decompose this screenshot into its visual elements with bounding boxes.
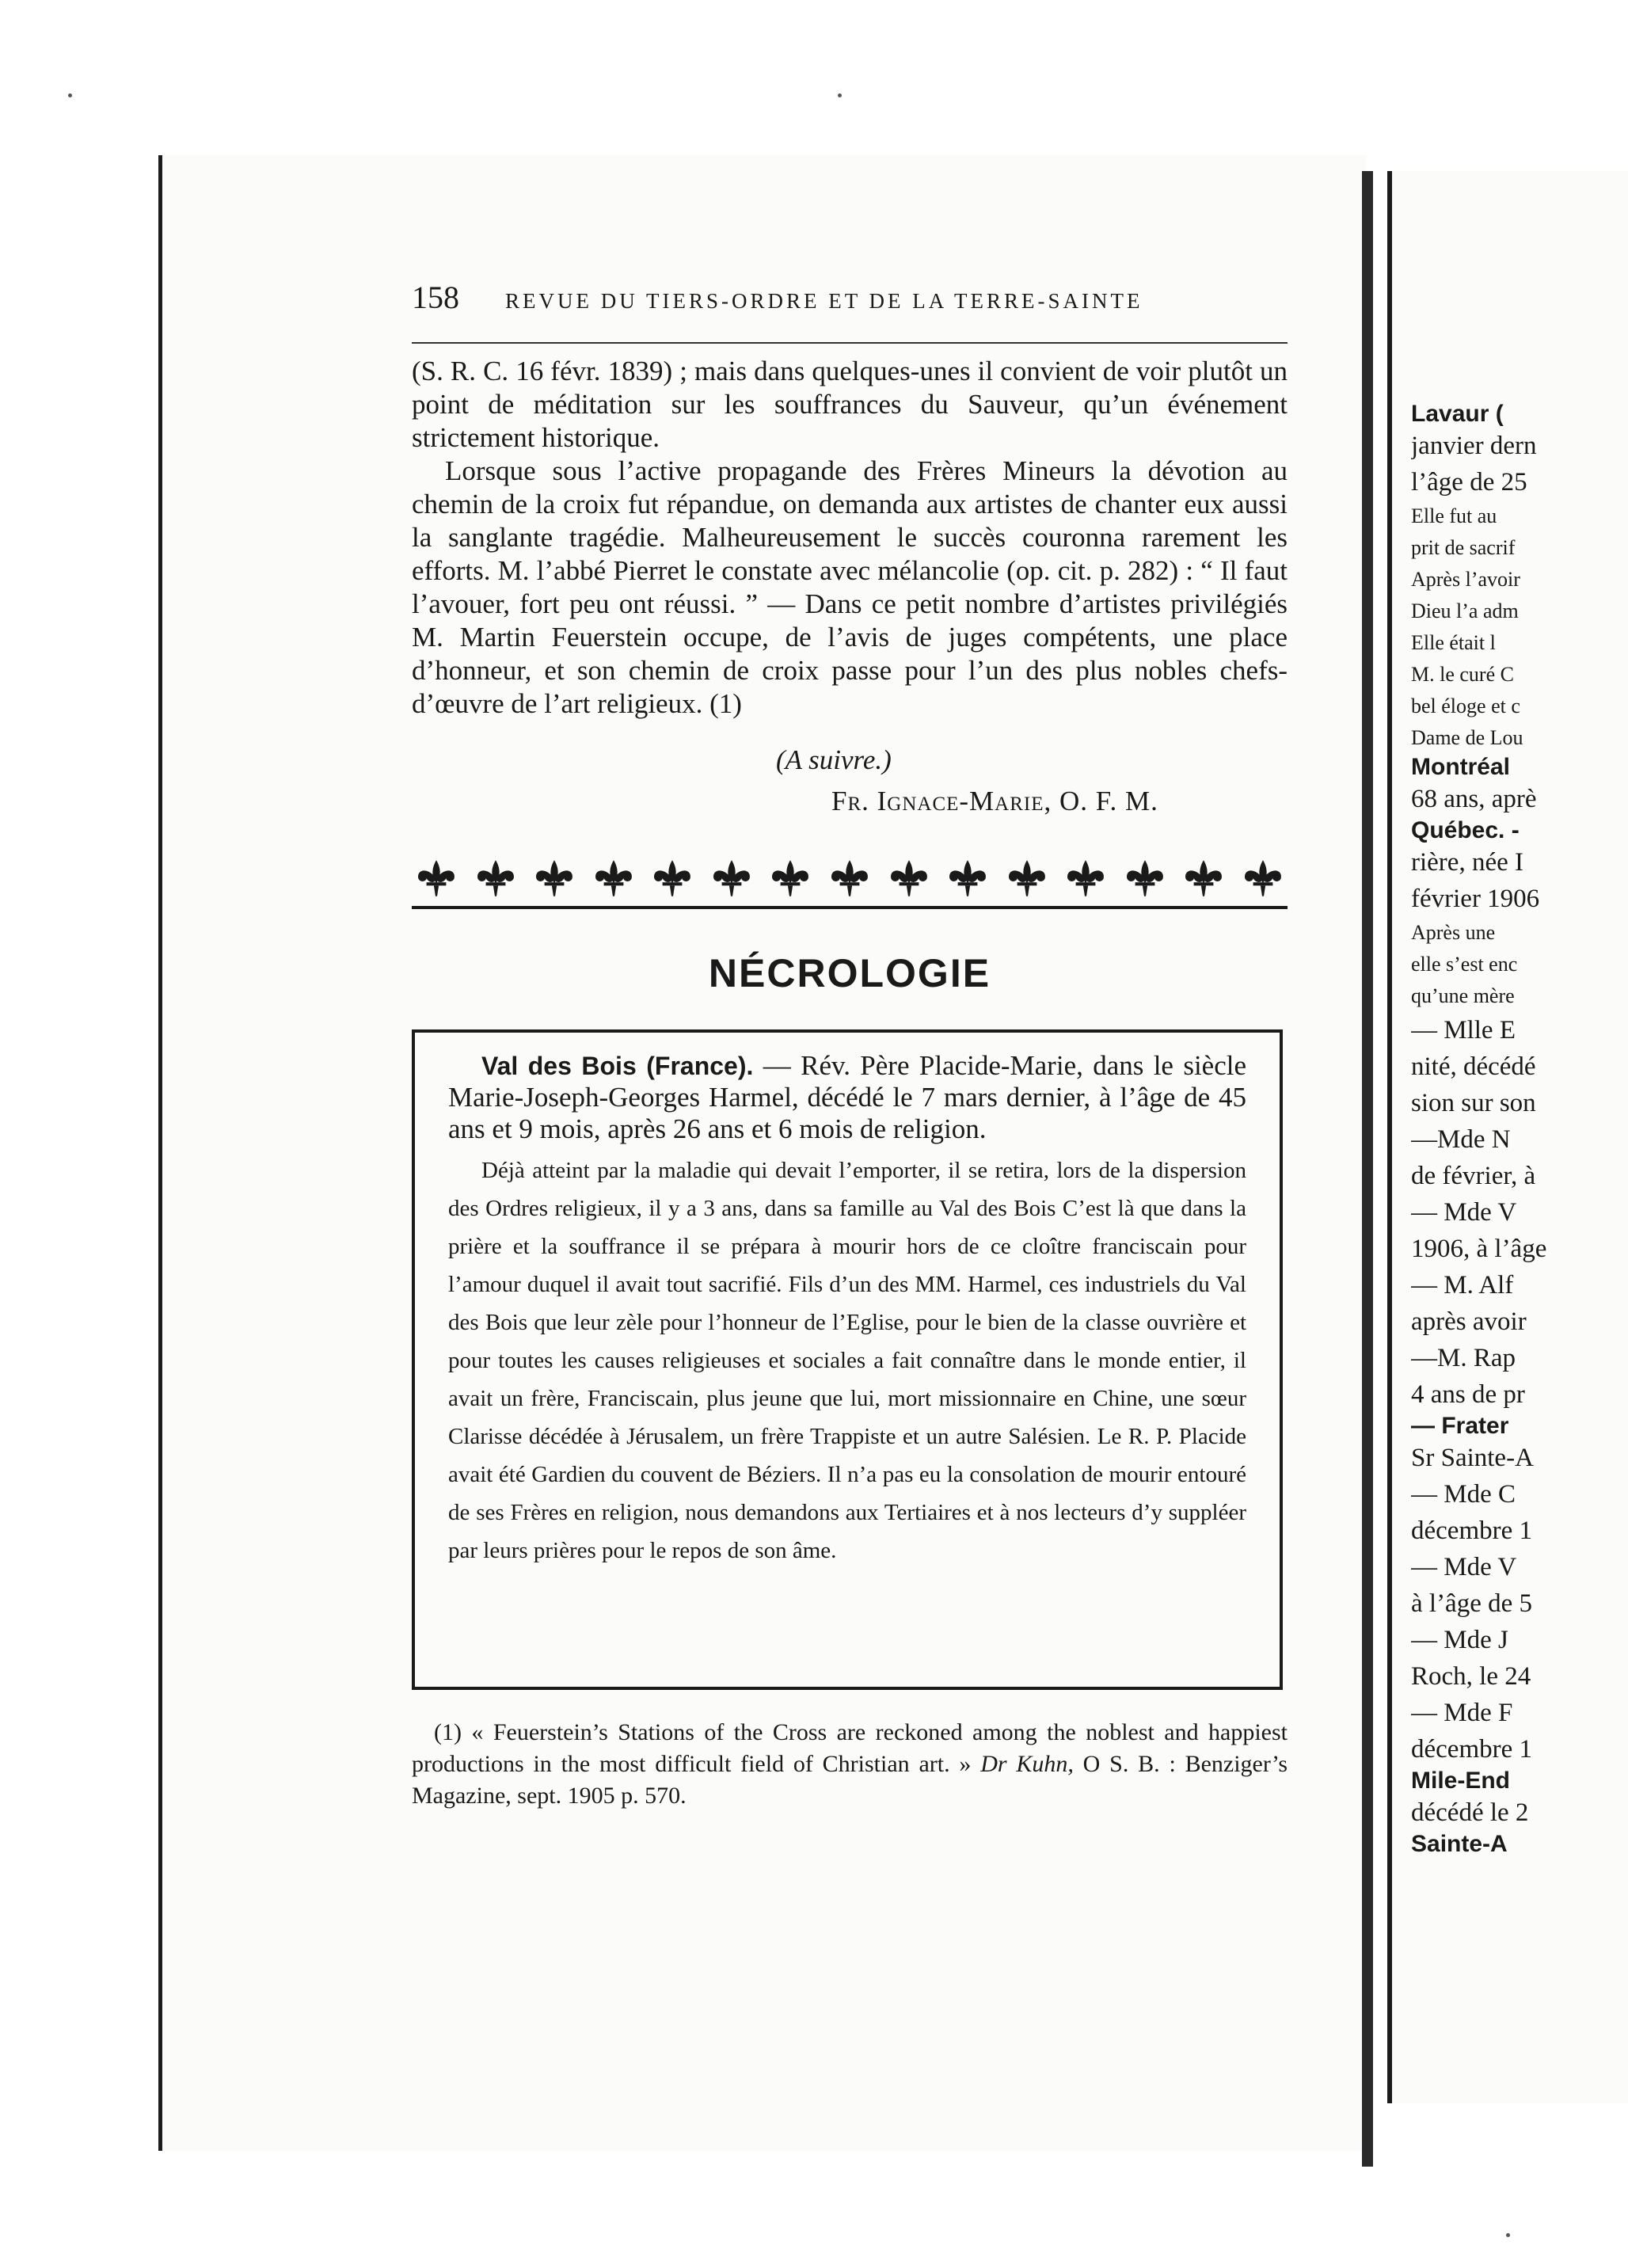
fleur-de-lis-icon [884,857,934,898]
fleur-de-lis-ornament [412,855,1288,900]
header-rule [412,342,1288,344]
scan-speck [1506,2233,1510,2237]
facing-page-line: — Mde J [1411,1626,1508,1654]
continuation-note: (A suivre.) [776,744,892,775]
fleur-de-lis-icon [589,857,638,898]
facing-page-line: décembre 1 [1411,1735,1532,1764]
facing-page-line: décembre 1 [1411,1516,1532,1545]
fleur-de-lis-icon [943,857,992,898]
fleur-de-lis-icon [1120,857,1170,898]
facing-page-line: Montréal [1411,754,1511,780]
facing-page-line: — Mde F [1411,1699,1513,1727]
facing-page-line: à l’âge de 5 [1411,1589,1532,1618]
facing-page-line: Lavaur ( [1411,401,1504,427]
facing-page-line: l’âge de 25 [1411,468,1527,497]
facing-page-line: Elle était l [1411,631,1496,654]
footnote-author: Dr Kuhn, [980,1751,1074,1777]
fleur-de-lis-icon [825,857,874,898]
running-title: REVUE DU TIERS-ORDRE ET DE LA TERRE-SAINTE [505,289,1143,313]
facing-page-line: rière, née I [1411,848,1523,877]
facing-page-line: Sr Sainte-A [1411,1444,1534,1472]
facing-page-line: après avoir [1411,1307,1527,1336]
facing-page-line: — Mlle E [1411,1016,1516,1045]
facing-page-line: elle s’est enc [1411,953,1518,976]
facing-page-line: — Frater [1411,1413,1509,1439]
facing-page-line: 4 ans de pr [1411,1380,1525,1409]
page-header [412,279,1288,326]
facing-page-line: Roch, le 24 [1411,1662,1531,1691]
facing-page-line: Québec. - [1411,817,1520,843]
facing-page-line: qu’une mère [1411,984,1515,1007]
author-signature: Fr. Ignace-Marie, O. F. M. [831,786,1158,816]
facing-page-line: Dame de Lou [1411,726,1523,749]
fleur-de-lis-icon [1179,857,1228,898]
facing-page-line: sion sur son [1411,1089,1536,1117]
facing-page-line: 68 ans, aprè [1411,785,1537,813]
body-paragraph: (S. R. C. 16 févr. 1839) ; mais dans quelques-unes il convient de voir plutôt un point de méditation sur les souffrances du Sauveur, qu’un événement strictement historique. [412,356,1288,453]
page-number: 158 [412,280,459,315]
facing-page-line: janvier dern [1411,432,1537,460]
facing-page-line: — Mde V [1411,1198,1517,1227]
fleur-de-lis-icon [471,857,520,898]
fleur-de-lis-icon [1061,857,1110,898]
fleur-de-lis-icon [1238,857,1288,898]
facing-page-line: — Mde V [1411,1553,1517,1581]
facing-page-line: février 1906 [1411,885,1540,913]
facing-page-line: 1906, à l’âge [1411,1235,1547,1263]
facing-page-line: nité, décédé [1411,1052,1536,1081]
scan-speck [838,93,842,97]
fleur-de-lis-icon [648,857,697,898]
facing-page-line: de février, à [1411,1162,1536,1190]
facing-page-line: décédé le 2 [1411,1798,1529,1827]
fleur-de-lis-icon [707,857,756,898]
facing-page-line: Après l’avoir [1411,568,1520,591]
obituary-lead [448,1050,1246,1145]
facing-page-line: — M. Alf [1411,1271,1514,1300]
section-title: NÉCROLOGIE [708,951,991,995]
facing-page-line: prit de sacrif [1411,536,1516,559]
facing-page-line: —M. Rap [1411,1344,1516,1372]
fleur-de-lis-icon [766,857,815,898]
obituary-place: Val des Bois (France). [481,1052,754,1080]
fleur-de-lis-icon [530,857,579,898]
fleur-de-lis-icon [1002,857,1052,898]
obituary-lead-text: — Rév. Père Placide-Marie, dans le siècle Marie-Joseph-Georges Harmel, décédé le 7 mars dernier, à l’âge de 45 ans et 9 mois, après 26 ans et 6 mois de religion. [448,1050,1246,1144]
facing-page-line: bel éloge et c [1411,694,1520,717]
facing-page-line: Elle fut au [1411,504,1497,527]
facing-page-text [1411,401,1628,1858]
facing-page-line: Mile-End [1411,1768,1510,1794]
obituary-body: Déjà atteint par la maladie qui devait l’emporter, il se retira, lors de la dispersion des Ordres religieux, il y a 3 ans, dans sa famille au Val des Bois C’est là que dans la prière et la souffrance il se prépara à mourir hors de ce cloître franciscain pour l’amour duquel il avait tout sacrifié. Fils d’un des MM. Harmel, ces industriels du Val des Bois que leur zèle pour l’honneur de l’Eglise, pour le bien de la classe ouvrière et pour toutes les causes religieuses et sociales a fait connaître dans le monde entier, il avait un frère, Franciscain, plus jeune que lui, mort missionnaire en Chine, une sœur Clarisse décédée à Jérusalem, un frère Trappiste et un autre Salésien. Le R. P. Placide avait été Gardien du couvent de Béziers. Il n’a pas eu la consolation de mourir entouré de ses Frères en religion, nous demandons aux Tertiaires et à nos lecteurs d’y suppléer par leurs prières pour le repos de son âme. [448,1158,1246,1563]
facing-page-line: — Mde C [1411,1480,1516,1509]
ornament-rule [412,906,1288,909]
facing-page [1387,171,1628,2103]
body-paragraph: Lorsque sous l’active propagande des Frères Mineurs la dévotion au chemin de la croix fut répandue, on demanda aux artistes de chanter eux aussi la sanglante tragédie. Malheureusement le succès couronna rarement les efforts. M. l’abbé Pierret le constate avec mélancolie (op. cit. p. 282) : “ Il faut l’avouer, fort peu ont réussi. ” — Dans ce petit nombre d’artistes privilégiés M. Martin Feuerstein occupe, de l’avis de juges compétents, une place d’honneur, et son chemin de croix passe pour l’un des plus nobles chefs-d’œuvre de l’art religieux. (1) [412,455,1288,719]
obituary-box [412,1029,1283,1690]
facing-page-line: Dieu l’a adm [1411,599,1519,622]
footnote-text: (1) « Feuerstein’s Stations of the Cross are reckoned among the noblest and happiest productions in the most difficult field of Christian art. » [412,1719,1288,1777]
page-gutter [1362,171,1373,2167]
fleur-de-lis-icon [412,857,461,898]
footnote-source: O S. B. : Benziger’s Magazine, sept. 1905 p. 570. [412,1751,1288,1809]
facing-page-line: Après une [1411,921,1496,944]
facing-page-line: M. le curé C [1411,663,1514,686]
footnote [412,1717,1288,1812]
scan-speck [68,93,72,97]
article-body [412,355,1288,721]
facing-page-line: —Mde N [1411,1125,1511,1154]
facing-page-line: Sainte-A [1411,1831,1508,1857]
